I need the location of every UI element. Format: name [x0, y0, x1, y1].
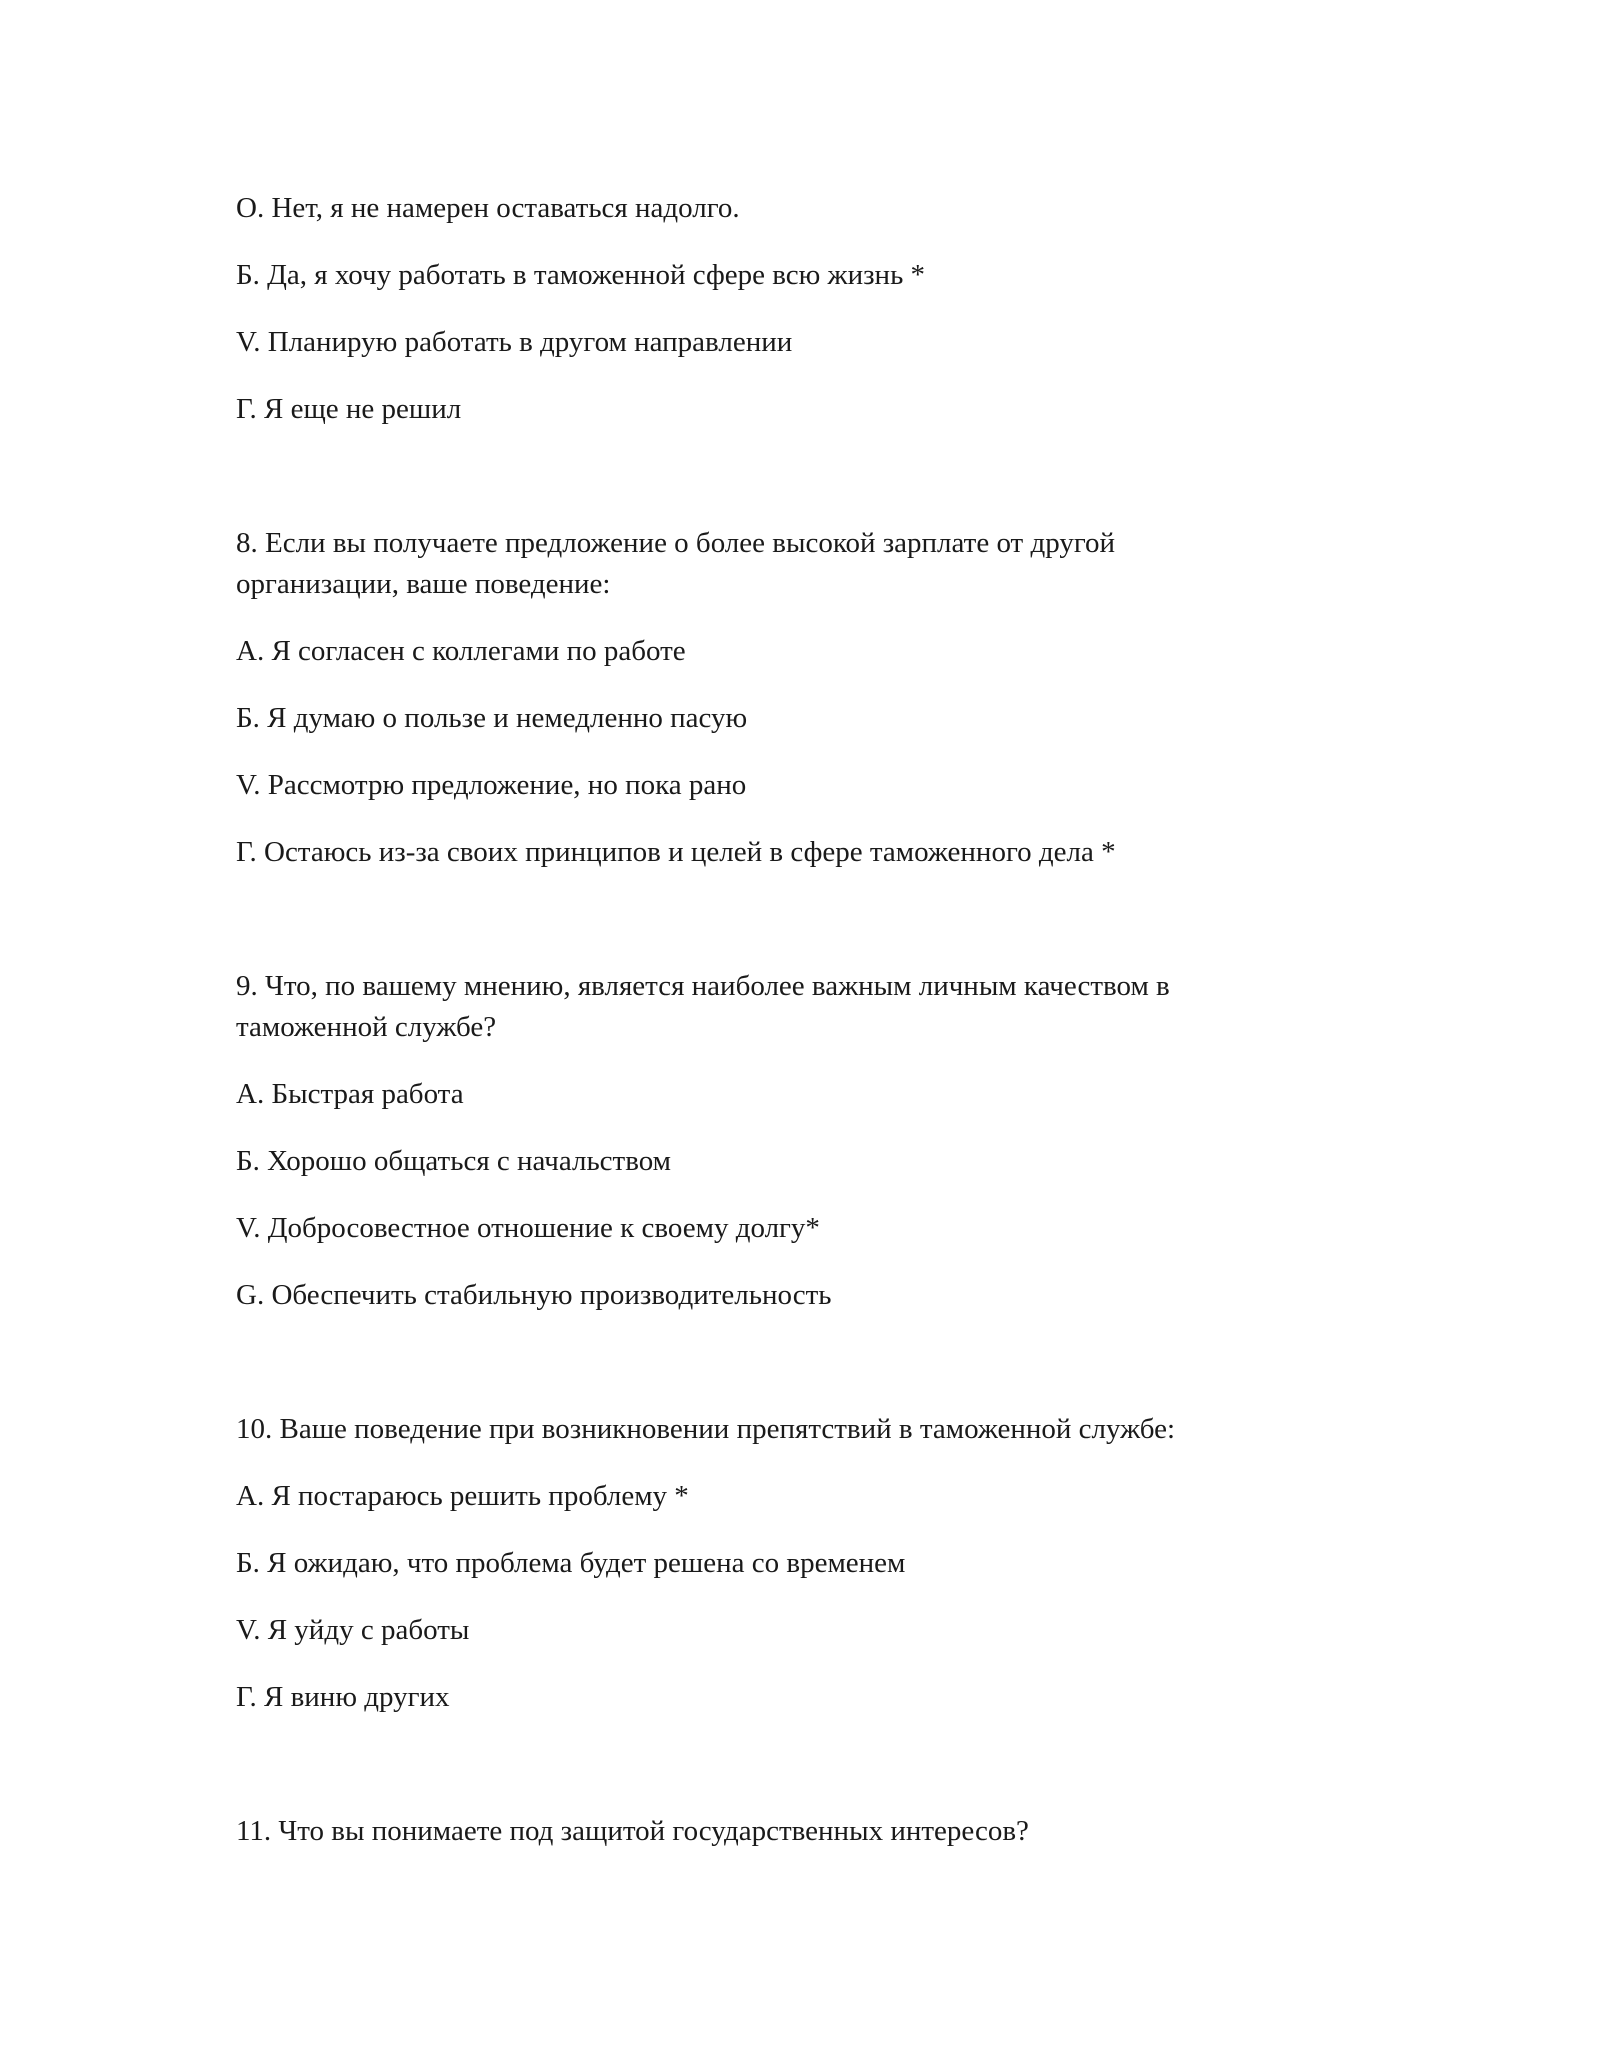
- q10-option-b: Б. Я ожидаю, что проблема будет решена со временем: [236, 1547, 906, 1579]
- q8-option-b: Б. Я думаю о пользе и немедленно пасую: [236, 702, 748, 734]
- q10-option-g: Г. Я виню других: [236, 1681, 450, 1713]
- q7-option-g: Г. Я еще не решил: [236, 393, 462, 425]
- q8-question-line1: 8. Если вы получаете предложение о более высокой зарплате от другой: [236, 527, 1116, 559]
- q9-question-line2: таможенной службе?: [236, 1011, 497, 1043]
- q10-option-v: V. Я уйду с работы: [236, 1614, 470, 1646]
- q11-question: 11. Что вы понимаете под защитой государственных интересов?: [236, 1815, 1029, 1847]
- q9-option-b: Б. Хорошо общаться с начальством: [236, 1145, 672, 1177]
- q7-option-o: О. Нет, я не намерен оставаться надолго.: [236, 192, 740, 224]
- q8-question-line2: организации, ваше поведение:: [236, 568, 611, 600]
- q10-option-a: А. Я постараюсь решить проблему *: [236, 1480, 689, 1512]
- q7-option-b: Б. Да, я хочу работать в таможенной сфере всю жизнь *: [236, 259, 926, 291]
- q8-option-v: V. Рассмотрю предложение, но пока рано: [236, 769, 747, 801]
- q10-question: 10. Ваше поведение при возникновении препятствий в таможенной службе:: [236, 1413, 1176, 1445]
- q8-option-a: А. Я согласен с коллегами по работе: [236, 635, 686, 667]
- q9-option-g: G. Обеспечить стабильную производительность: [236, 1279, 832, 1311]
- q8-option-g: Г. Остаюсь из-за своих принципов и целей в сфере таможенного дела *: [236, 836, 1116, 868]
- q9-option-v: V. Добросовестное отношение к своему долгу*: [236, 1212, 820, 1244]
- q7-option-v: V. Планирую работать в другом направлении: [236, 326, 793, 358]
- q9-option-a: А. Быстрая работа: [236, 1078, 464, 1110]
- q9-question-line1: 9. Что, по вашему мнению, является наиболее важным личным качеством в: [236, 970, 1170, 1002]
